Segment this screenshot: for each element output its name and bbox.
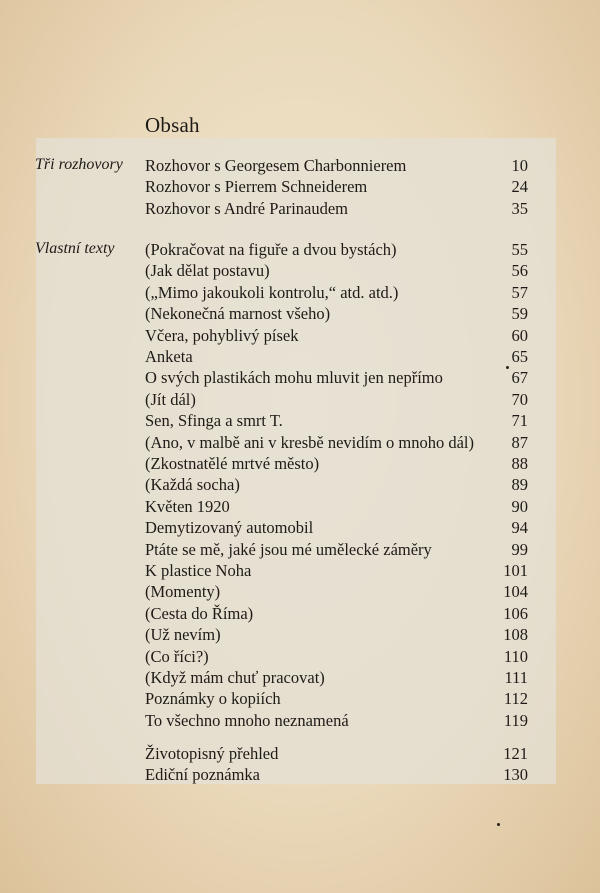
page-title: Obsah <box>145 113 200 137</box>
toc-entry <box>0 347 600 368</box>
page-number: 59 <box>511 304 528 324</box>
entry-title: Poznámky o kopiích <box>145 689 281 709</box>
page-number: 57 <box>511 282 528 302</box>
toc-entry <box>0 765 600 786</box>
entry-title: (Nekonečná marnost všeho) <box>145 304 331 324</box>
entry-title: (Momenty) <box>145 582 221 602</box>
toc-entry <box>0 604 600 625</box>
entry-title: To všechno mnoho neznamená <box>145 710 349 730</box>
toc-entry <box>0 475 600 496</box>
entry-title: (Už nevím) <box>145 625 221 645</box>
page-number: 35 <box>511 198 528 218</box>
page-number: 121 <box>503 744 528 763</box>
entry-title: Ptáte se mě, jaké jsou mé umělecké záměry <box>145 539 432 559</box>
page-number: 104 <box>503 582 528 602</box>
toc-entry <box>0 518 600 539</box>
entry-title: Květen 1920 <box>145 496 230 516</box>
entry-title: Rozhovor s André Parinaudem <box>145 198 349 218</box>
page-number: 89 <box>511 475 528 495</box>
toc-entry <box>0 199 600 220</box>
toc-entry <box>0 240 600 261</box>
page-number: 101 <box>503 561 528 580</box>
page-number: 56 <box>511 261 528 281</box>
section-label: Vlastní texty <box>35 240 115 257</box>
ink-speck <box>497 823 500 826</box>
entry-title: (Jít dál) <box>145 389 196 409</box>
entry-title: Rozhovor s Georgesem Charbonnierem <box>145 156 407 175</box>
entry-title: Ediční poznámka <box>145 765 261 785</box>
page-number: 111 <box>504 668 528 687</box>
page-number: 65 <box>511 347 528 366</box>
toc-entry <box>0 561 600 582</box>
toc-entry <box>0 497 600 518</box>
toc-entry <box>0 261 600 282</box>
page-number: 130 <box>503 765 528 785</box>
page-number: 112 <box>503 689 528 709</box>
page-number: 70 <box>511 389 528 409</box>
toc-entry <box>0 304 600 325</box>
entry-title: (Cesta do Říma) <box>145 603 254 623</box>
toc-entry <box>0 625 600 646</box>
page-number: 94 <box>511 518 528 538</box>
toc-entry <box>0 582 600 603</box>
entry-title: (Každá socha) <box>145 475 240 495</box>
entry-title: (Když mám chuť pracovat) <box>145 668 325 687</box>
entry-title: („Mimo jakoukoli kontrolu,“ atd. atd.) <box>145 282 399 302</box>
page-number: 67 <box>511 368 528 388</box>
toc-entry <box>0 454 600 475</box>
toc-entry <box>0 689 600 710</box>
entry-title: Anketa <box>145 347 193 366</box>
toc-entry <box>0 177 600 198</box>
page-number: 108 <box>503 625 528 645</box>
toc-entry <box>0 711 600 732</box>
page-number: 71 <box>511 411 528 431</box>
toc-entry <box>0 433 600 454</box>
toc-entry <box>0 647 600 668</box>
page-number: 90 <box>511 496 528 516</box>
entry-title: Sen, Sfinga a smrt T. <box>145 411 283 431</box>
page-number: 55 <box>511 240 528 259</box>
entry-title: Životopisný přehled <box>145 744 279 763</box>
entry-title: O svých plastikách mohu mluvit jen nepřímo <box>145 368 443 388</box>
entry-title: Demytizovaný automobil <box>145 518 314 538</box>
toc-entry <box>0 744 600 765</box>
entry-title: Včera, pohyblivý písek <box>145 325 299 345</box>
entry-title: (Pokračovat na figuře a dvou bystách) <box>145 240 397 259</box>
page-number: 106 <box>503 603 528 623</box>
page-number: 99 <box>511 539 528 559</box>
toc-entry <box>0 540 600 561</box>
toc-entry <box>0 156 600 177</box>
entry-title: Rozhovor s Pierrem Schneiderem <box>145 177 368 197</box>
toc-entry <box>0 283 600 304</box>
entry-title: (Co říci?) <box>145 646 209 666</box>
toc-entry <box>0 326 600 347</box>
page-number: 24 <box>511 177 528 197</box>
page-number: 87 <box>511 432 528 452</box>
page-number: 60 <box>511 325 528 345</box>
page-number: 110 <box>503 646 528 666</box>
toc-entry <box>0 668 600 689</box>
entry-title: (Jak dělat postavu) <box>145 261 270 281</box>
toc-entry <box>0 368 600 389</box>
page-number: 88 <box>511 454 528 473</box>
toc-entry <box>0 390 600 411</box>
section-label: Tři rozhovory <box>35 156 123 173</box>
ink-speck <box>506 366 509 369</box>
entry-title: (Zkostnatělé mrtvé město) <box>145 454 320 473</box>
page-number: 10 <box>511 156 528 175</box>
entry-title: (Ano, v malbě ani v kresbě nevidím o mnoho dál) <box>145 432 475 452</box>
toc-entry <box>0 411 600 432</box>
entry-title: K plastice Noha <box>145 561 252 580</box>
page-number: 119 <box>503 710 528 730</box>
